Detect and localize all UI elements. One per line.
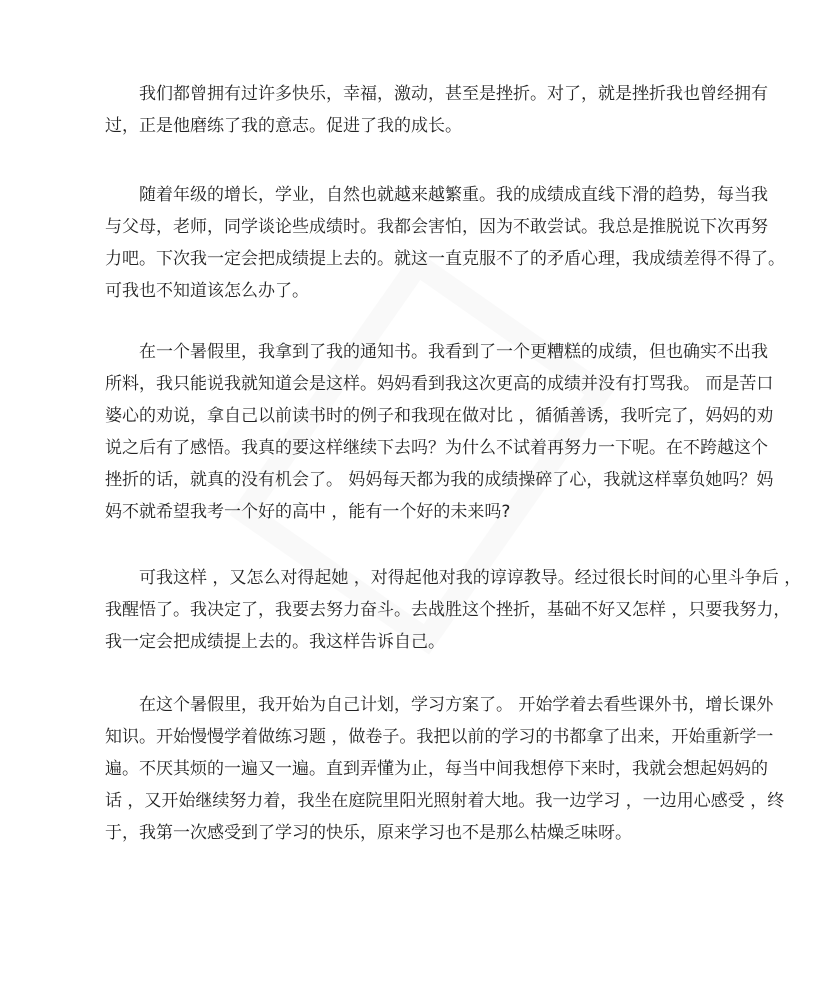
text-line: 所料，我只能说我就知道会是这样。妈妈看到我这次更高的成绩并没有打骂我。 而是苦口 — [105, 374, 774, 394]
text-line: 说之后有了感悟。我真的要这样继续下去吗？为什么不试着再努力一下呢。在不跨越这个 — [105, 438, 768, 458]
text-line: 于，我第一次感受到了学习的快乐，原来学习也不是那么枯燥乏味呀。 — [105, 823, 632, 843]
text-line: 挫折的话，就真的没有机会了。 妈妈每天都为我的成绩操碎了心，我就这样辜负她吗？妈 — [105, 470, 774, 490]
text-line: 力吧。下次我一定会把成绩提上去的。就这一直克服不了的矛盾心理，我成绩差得不得了。 — [105, 249, 785, 269]
text-line: 我们都曾拥有过许多快乐，幸福，激动，甚至是挫折。对了，就是挫折我也曾经拥有 — [139, 84, 768, 104]
text-line: 在这个暑假里，我开始为自己计划，学习方案了。 开始学着去看些课外书，增长课外 — [139, 695, 774, 715]
text-line: 遍。不厌其烦的一遍又一遍。直到弄懂为止，每当中间我想停下来时，我就会想起妈妈的 — [105, 759, 768, 779]
text-line: 妈不就希望我考一个好的高中 ，能有一个好的未来吗? — [105, 502, 511, 522]
paragraph — [105, 179, 785, 307]
text-line: 话 ，又开始继续努力着，我坐在庭院里阳光照射着大地。我一边学习 ，一边用心感受 ，终 — [105, 791, 785, 811]
paragraph — [105, 562, 802, 658]
text-line: 与父母，老师，同学谈论些成绩时。我都会害怕，因为不敢尝试。我总是推脱说下次再努 — [105, 217, 768, 237]
text-line: 在一个暑假里，我拿到了我的通知书。我看到了一个更糟糕的成绩，但也确实不出我 — [139, 342, 768, 362]
text-line: 随着年级的增长，学业，自然也就越来越繁重。我的成绩成直线下滑的趋势，每当我 — [139, 185, 768, 205]
text-line: 过，正是他磨练了我的意志。促进了我的成长。 — [105, 116, 462, 136]
text-line: 我一定会把成绩提上去的。我这样告诉自己。 — [105, 632, 445, 652]
paragraph — [105, 336, 774, 528]
paragraph — [105, 78, 768, 142]
text-line: 我醒悟了。我决定了，我要去努力奋斗。去战胜这个挫折，基础不好又怎样 ，只要我努力， — [105, 600, 791, 620]
text-line: 可我这样 ，又怎么对得起她 ，对得起他对我的谆谆教导。经过很长时间的心里斗争后 ， — [139, 568, 802, 588]
paragraph — [105, 689, 785, 849]
text-line: 婆心的劝说，拿自己以前读书时的例子和我现在做对比 ，循循善诱，我听完了，妈妈的劝 — [105, 406, 774, 426]
text-line: 可我也不知道该怎么办了。 — [105, 281, 309, 301]
text-line: 知识。开始慢慢学着做练习题 ，做卷子。我把以前的学习的书都拿了出来，开始重新学一 — [105, 727, 774, 747]
